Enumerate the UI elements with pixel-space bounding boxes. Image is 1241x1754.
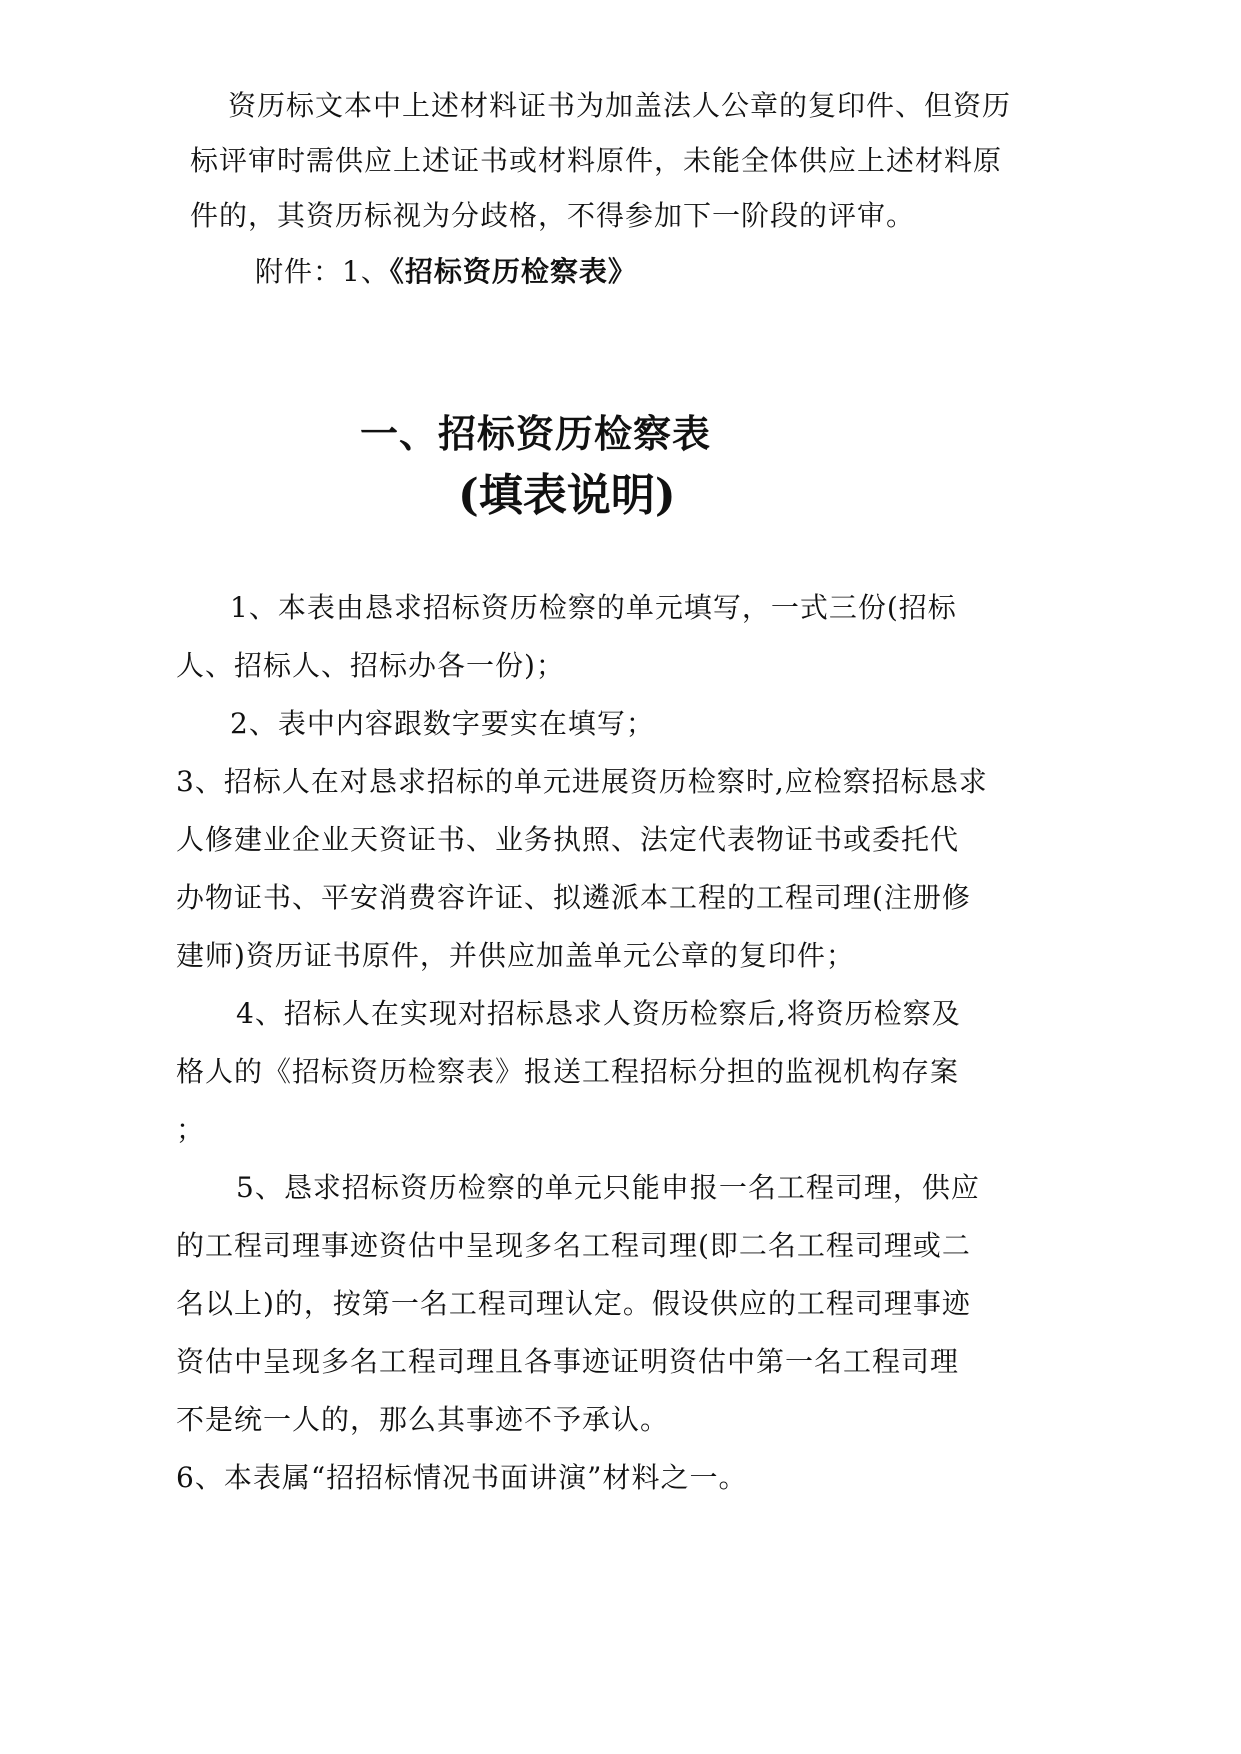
item-line-11: 5、恳求招标资历检察的单元只能申报一名工程司理，供应 (236, 1171, 980, 1204)
item-line-5: 人修建业企业天资证书、业务执照、法定代表物证书或委托代 (176, 823, 960, 856)
attachment-title: 《招标资历检察表》 (389, 255, 637, 288)
item-line-13: 名以上)的，按第一名工程司理认定。假设供应的工程司理事迹 (176, 1287, 971, 1320)
section-subtitle: (填表说明) (458, 470, 676, 521)
attachment-line (255, 252, 637, 292)
item-line-10: ； (176, 1113, 206, 1146)
item-line-7: 建师)资历证书原件，并供应加盖单元公章的复印件； (176, 939, 855, 972)
intro-line-3: 件的，其资历标视为分歧格，不得参加下一阶段的评审。 (190, 199, 916, 232)
item-line-8: 4、招标人在实现对招标恳求人资历检察后,将资历检察及 (236, 997, 961, 1030)
item-line-14: 资估中呈现多名工程司理且各事迹证明资估中第一名工程司理 (176, 1345, 960, 1378)
item-line-9: 格人的《招标资历检察表》报送工程招标分担的监视机构存案 (176, 1055, 960, 1088)
item-line-6: 办物证书、平安消费容许证、拟遴派本工程的工程司理(注册修 (176, 881, 971, 914)
section-title: 一、招标资历检察表 (360, 411, 712, 456)
item-line-4: 3、招标人在对恳求招标的单元进展资历检察时,应检察招标恳求 (176, 765, 988, 798)
item-line-3: 2、表中内容跟数字要实在填写； (230, 707, 655, 740)
item-line-1: 1、本表由恳求招标资历检察的单元填写，一式三份(招标 (230, 591, 957, 624)
attachment-prefix: 附件：1、 (255, 255, 390, 288)
intro-line-2: 标评审时需供应上述证书或材料原件，未能全体供应上述材料原 (190, 144, 1003, 177)
intro-line-1: 资历标文本中上述材料证书为加盖法人公章的复印件、但资历 (228, 89, 1012, 122)
item-line-12: 的工程司理事迹资估中呈现多名工程司理(即二名工程司理或二 (176, 1229, 971, 1262)
item-line-15: 不是统一人的，那么其事迹不予承认。 (176, 1403, 670, 1436)
item-line-2: 人、招标人、招标办各一份)； (176, 649, 565, 682)
item-line-16: 6、本表属“招招标情况书面讲演”材料之一。 (176, 1461, 748, 1494)
